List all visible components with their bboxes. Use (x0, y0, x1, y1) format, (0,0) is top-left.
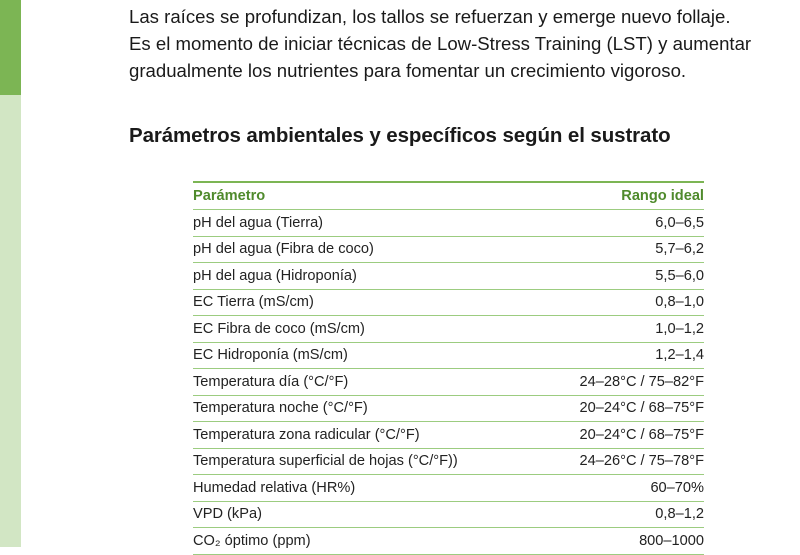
parameter-cell: pH del agua (Tierra) (193, 210, 541, 237)
range-cell: 1,2–1,4 (541, 342, 704, 369)
table-header-row (193, 182, 704, 210)
range-cell: 800–1000 (541, 528, 704, 555)
table-row (193, 316, 704, 343)
side-accent-block (0, 0, 21, 95)
table-row (193, 475, 704, 502)
parameter-cell: EC Tierra (mS/cm) (193, 289, 541, 316)
range-cell: 0,8–1,0 (541, 289, 704, 316)
parameter-cell: Temperatura superficial de hojas (°C/°F)) (193, 448, 541, 475)
range-cell: 20–24°C / 68–75°F (541, 395, 704, 422)
parameter-cell: Temperatura día (°C/°F) (193, 369, 541, 396)
table-row (193, 448, 704, 475)
range-cell: 5,5–6,0 (541, 263, 704, 290)
side-decorative-bar (0, 0, 21, 547)
table-row (193, 528, 704, 555)
parameter-cell: CO₂ óptimo (ppm) (193, 528, 541, 555)
range-cell: 6,0–6,5 (541, 210, 704, 237)
table-row (193, 289, 704, 316)
section-title: Parámetros ambientales y específicos según el sustrato (129, 124, 671, 147)
intro-paragraph (129, 3, 789, 84)
table-row (193, 236, 704, 263)
range-cell: 1,0–1,2 (541, 316, 704, 343)
table-row (193, 422, 704, 449)
range-cell: 0,8–1,2 (541, 501, 704, 528)
range-cell: 5,7–6,2 (541, 236, 704, 263)
intro-line-3: gradualmente los nutrientes para fomentar un crecimiento vigoroso. (129, 60, 687, 81)
parameter-cell: pH del agua (Hidroponía) (193, 263, 541, 290)
range-cell: 24–26°C / 75–78°F (541, 448, 704, 475)
table-row (193, 342, 704, 369)
table-row (193, 210, 704, 237)
parameter-cell: Humedad relativa (HR%) (193, 475, 541, 502)
column-header-ideal-range: Rango ideal (541, 182, 704, 210)
intro-line-2: Es el momento de iniciar técnicas de Low-Stress Training (LST) y aumentar (129, 33, 752, 54)
range-cell: 60–70% (541, 475, 704, 502)
parameter-cell: Temperatura zona radicular (°C/°F) (193, 422, 541, 449)
table-row (193, 263, 704, 290)
parameters-table (193, 181, 704, 555)
parameter-cell: EC Fibra de coco (mS/cm) (193, 316, 541, 343)
parameter-cell: EC Hidroponía (mS/cm) (193, 342, 541, 369)
intro-line-1: Las raíces se profundizan, los tallos se refuerzan y emerge nuevo follaje. (129, 6, 731, 27)
table-row (193, 501, 704, 528)
column-header-parameter: Parámetro (193, 182, 541, 210)
range-cell: 24–28°C / 75–82°F (541, 369, 704, 396)
range-cell: 20–24°C / 68–75°F (541, 422, 704, 449)
parameter-cell: Temperatura noche (°C/°F) (193, 395, 541, 422)
parameter-cell: VPD (kPa) (193, 501, 541, 528)
table-row (193, 369, 704, 396)
table-row (193, 395, 704, 422)
parameter-cell: pH del agua (Fibra de coco) (193, 236, 541, 263)
